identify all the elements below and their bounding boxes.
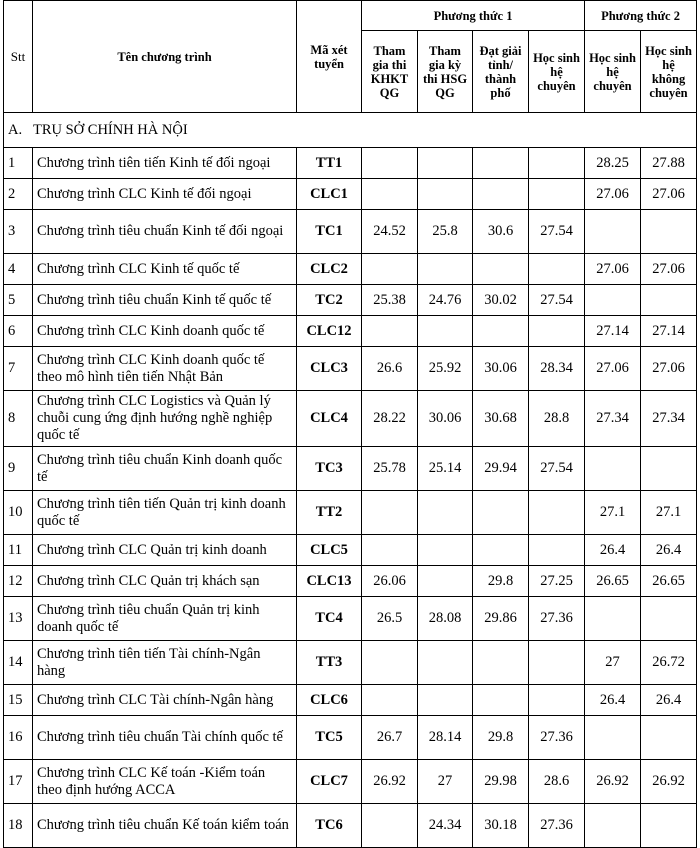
row-m1-score: 27.36 <box>529 597 585 641</box>
row-m2-score: 27.06 <box>641 179 697 210</box>
row-m1-score: 30.18 <box>473 804 529 848</box>
row-program-name: Chương trình CLC Quản trị khách sạn <box>33 566 297 597</box>
row-stt: 17 <box>4 760 33 804</box>
row-m1-score <box>418 535 473 566</box>
table-row <box>4 641 697 685</box>
header-m1-hsg: Tham gia kỳ thi HSG QG <box>418 31 473 113</box>
row-m1-score: 24.34 <box>418 804 473 848</box>
row-code: CLC13 <box>297 566 362 597</box>
table-row <box>4 148 697 179</box>
table-body <box>4 113 697 848</box>
row-m2-score: 26.4 <box>585 535 641 566</box>
row-program-name: Chương trình tiêu chuẩn Quản trị kinh doanh quốc tế <box>33 597 297 641</box>
header-m2-chuyen: Học sinh hệ chuyên <box>585 31 641 113</box>
row-m2-score: 27.1 <box>585 491 641 535</box>
row-m2-score: 26.65 <box>641 566 697 597</box>
row-m2-score: 27.06 <box>641 254 697 285</box>
row-m1-score: 28.8 <box>529 391 585 447</box>
row-m1-score <box>362 316 418 347</box>
row-m1-score <box>362 254 418 285</box>
row-m1-score <box>362 179 418 210</box>
row-m1-score: 25.38 <box>362 285 418 316</box>
row-program-name: Chương trình CLC Kinh doanh quốc tế <box>33 316 297 347</box>
row-code: TC1 <box>297 210 362 254</box>
header-m1-khkt: Tham gia thi KHKT QG <box>362 31 418 113</box>
row-m2-score: 27 <box>585 641 641 685</box>
row-m2-score <box>641 716 697 760</box>
row-code: TC4 <box>297 597 362 641</box>
row-stt: 1 <box>4 148 33 179</box>
header-code: Mã xét tuyển <box>297 1 362 113</box>
row-m2-score: 27.1 <box>641 491 697 535</box>
header-m2-khong-chuyen: Học sinh hệ không chuyên <box>641 31 697 113</box>
table-row <box>4 566 697 597</box>
row-m1-score <box>418 316 473 347</box>
row-m1-score <box>418 685 473 716</box>
row-code: TT3 <box>297 641 362 685</box>
row-m1-score <box>473 148 529 179</box>
table-row <box>4 685 697 716</box>
row-stt: 8 <box>4 391 33 447</box>
row-code: TC3 <box>297 447 362 491</box>
row-stt: 11 <box>4 535 33 566</box>
row-m2-score: 27.14 <box>585 316 641 347</box>
row-m1-score <box>473 641 529 685</box>
row-m2-score: 26.92 <box>585 760 641 804</box>
row-m1-score: 28.6 <box>529 760 585 804</box>
row-code: TT2 <box>297 491 362 535</box>
section-row <box>4 113 697 148</box>
row-m2-score <box>585 447 641 491</box>
row-m1-score: 27.54 <box>529 210 585 254</box>
table-row <box>4 804 697 848</box>
row-m1-score <box>529 491 585 535</box>
section-letter: A. <box>8 121 23 138</box>
row-m1-score: 27.25 <box>529 566 585 597</box>
row-m1-score <box>362 148 418 179</box>
table-row <box>4 491 697 535</box>
table-row <box>4 391 697 447</box>
row-m1-score <box>529 148 585 179</box>
row-m2-score <box>585 210 641 254</box>
row-m1-score: 26.92 <box>362 760 418 804</box>
row-m1-score: 30.06 <box>418 391 473 447</box>
row-stt: 4 <box>4 254 33 285</box>
table-row <box>4 760 697 804</box>
row-program-name: Chương trình CLC Quản trị kinh doanh <box>33 535 297 566</box>
row-m1-score: 25.92 <box>418 347 473 391</box>
row-m1-score <box>529 254 585 285</box>
row-m2-score: 27.34 <box>641 391 697 447</box>
header-stt: Stt <box>4 1 33 113</box>
row-program-name: Chương trình tiêu chuẩn Kế toán kiểm toán <box>33 804 297 848</box>
row-m1-score <box>473 535 529 566</box>
row-m1-score: 27 <box>418 760 473 804</box>
row-code: TC6 <box>297 804 362 848</box>
row-m1-score <box>362 641 418 685</box>
row-m1-score: 28.22 <box>362 391 418 447</box>
row-m1-score: 26.5 <box>362 597 418 641</box>
row-stt: 5 <box>4 285 33 316</box>
table-row <box>4 716 697 760</box>
row-m1-score <box>418 566 473 597</box>
row-m1-score: 25.78 <box>362 447 418 491</box>
row-m2-score <box>641 597 697 641</box>
row-m1-score <box>362 535 418 566</box>
row-program-name: Chương trình CLC Kinh tế đối ngoại <box>33 179 297 210</box>
row-program-name: Chương trình CLC Kinh doanh quốc tế theo mô hình tiên tiến Nhật Bản <box>33 347 297 391</box>
row-m1-score: 24.76 <box>418 285 473 316</box>
row-m1-score: 29.98 <box>473 760 529 804</box>
row-m1-score: 28.14 <box>418 716 473 760</box>
row-m2-score: 27.06 <box>585 254 641 285</box>
row-m1-score: 24.52 <box>362 210 418 254</box>
row-m1-score <box>529 641 585 685</box>
row-code: CLC7 <box>297 760 362 804</box>
row-m1-score: 26.06 <box>362 566 418 597</box>
row-m1-score: 28.34 <box>529 347 585 391</box>
row-m1-score: 29.8 <box>473 566 529 597</box>
row-m1-score <box>473 491 529 535</box>
row-stt: 13 <box>4 597 33 641</box>
row-m2-score <box>585 285 641 316</box>
table-row <box>4 316 697 347</box>
row-code: TC2 <box>297 285 362 316</box>
row-m1-score: 27.54 <box>529 285 585 316</box>
row-m2-score <box>641 447 697 491</box>
table-row <box>4 210 697 254</box>
row-program-name: Chương trình tiên tiến Quản trị kinh doanh quốc tế <box>33 491 297 535</box>
header-method-2: Phương thức 2 <box>585 1 697 31</box>
row-m1-score <box>418 254 473 285</box>
table-row <box>4 254 697 285</box>
row-m2-score <box>585 716 641 760</box>
row-m2-score: 27.14 <box>641 316 697 347</box>
row-code: TC5 <box>297 716 362 760</box>
row-m2-score: 27.06 <box>585 347 641 391</box>
row-program-name: Chương trình CLC Tài chính-Ngân hàng <box>33 685 297 716</box>
row-m1-score: 27.36 <box>529 716 585 760</box>
row-m1-score: 26.7 <box>362 716 418 760</box>
row-m1-score: 25.14 <box>418 447 473 491</box>
row-stt: 16 <box>4 716 33 760</box>
table-row <box>4 535 697 566</box>
row-program-name: Chương trình tiêu chuẩn Kinh doanh quốc tế <box>33 447 297 491</box>
row-m2-score: 27.06 <box>641 347 697 391</box>
row-m1-score: 25.8 <box>418 210 473 254</box>
row-m1-score: 26.6 <box>362 347 418 391</box>
row-m2-score: 26.92 <box>641 760 697 804</box>
row-m1-score <box>473 685 529 716</box>
row-code: TT1 <box>297 148 362 179</box>
row-m2-score: 28.25 <box>585 148 641 179</box>
row-m1-score <box>418 148 473 179</box>
row-m1-score: 30.02 <box>473 285 529 316</box>
row-m2-score: 26.4 <box>585 685 641 716</box>
row-m1-score: 29.86 <box>473 597 529 641</box>
row-program-name: Chương trình tiên tiến Tài chính-Ngân hàng <box>33 641 297 685</box>
row-code: CLC1 <box>297 179 362 210</box>
row-m1-score: 30.6 <box>473 210 529 254</box>
row-m2-score: 26.65 <box>585 566 641 597</box>
table-row <box>4 179 697 210</box>
row-stt: 14 <box>4 641 33 685</box>
row-m2-score: 27.88 <box>641 148 697 179</box>
table-row <box>4 347 697 391</box>
row-code: CLC4 <box>297 391 362 447</box>
row-m1-score <box>529 535 585 566</box>
row-m1-score: 30.06 <box>473 347 529 391</box>
row-m1-score <box>473 316 529 347</box>
header-method-1: Phương thức 1 <box>362 1 585 31</box>
row-program-name: Chương trình CLC Logistics và Quản lý chuỗi cung ứng định hướng nghề nghiệp quốc tế <box>33 391 297 447</box>
row-m2-score <box>641 285 697 316</box>
row-m1-score <box>473 179 529 210</box>
row-stt: 6 <box>4 316 33 347</box>
row-code: CLC2 <box>297 254 362 285</box>
row-m1-score: 27.54 <box>529 447 585 491</box>
table-header <box>4 1 697 113</box>
row-stt: 3 <box>4 210 33 254</box>
row-m1-score: 28.08 <box>418 597 473 641</box>
row-m1-score <box>362 804 418 848</box>
row-m1-score <box>362 491 418 535</box>
table-row <box>4 447 697 491</box>
row-stt: 9 <box>4 447 33 491</box>
row-m1-score: 30.68 <box>473 391 529 447</box>
row-m1-score <box>418 641 473 685</box>
table-row <box>4 597 697 641</box>
row-m1-score: 29.94 <box>473 447 529 491</box>
section-title <box>4 113 697 148</box>
row-stt: 12 <box>4 566 33 597</box>
admission-scores-table <box>3 0 697 848</box>
row-stt: 2 <box>4 179 33 210</box>
row-m2-score: 26.4 <box>641 535 697 566</box>
row-program-name: Chương trình CLC Kinh tế quốc tế <box>33 254 297 285</box>
row-stt: 18 <box>4 804 33 848</box>
table-row <box>4 285 697 316</box>
row-m1-score: 29.8 <box>473 716 529 760</box>
row-m2-score: 26.4 <box>641 685 697 716</box>
row-m2-score <box>641 804 697 848</box>
row-program-name: Chương trình tiêu chuẩn Tài chính quốc tế <box>33 716 297 760</box>
row-m2-score <box>585 804 641 848</box>
header-m1-chuyen: Học sinh hệ chuyên <box>529 31 585 113</box>
row-m1-score <box>529 179 585 210</box>
row-stt: 10 <box>4 491 33 535</box>
row-m1-score <box>362 685 418 716</box>
header-m1-giai-tinh: Đạt giải tỉnh/ thành phố <box>473 31 529 113</box>
row-program-name: Chương trình tiêu chuẩn Kinh tế quốc tế <box>33 285 297 316</box>
row-m2-score: 26.72 <box>641 641 697 685</box>
row-m2-score <box>641 210 697 254</box>
section-name: TRỤ SỞ CHÍNH HÀ NỘI <box>32 121 188 138</box>
row-stt: 15 <box>4 685 33 716</box>
row-m2-score <box>585 597 641 641</box>
row-m1-score <box>418 179 473 210</box>
row-m2-score: 27.34 <box>585 391 641 447</box>
row-m1-score <box>529 685 585 716</box>
row-program-name: Chương trình CLC Kế toán -Kiểm toán theo định hướng ACCA <box>33 760 297 804</box>
row-m2-score: 27.06 <box>585 179 641 210</box>
row-stt: 7 <box>4 347 33 391</box>
row-code: CLC6 <box>297 685 362 716</box>
header-program-name: Tên chương trình <box>33 1 297 113</box>
row-m1-score <box>473 254 529 285</box>
row-code: CLC5 <box>297 535 362 566</box>
row-program-name: Chương trình tiêu chuẩn Kinh tế đối ngoại <box>33 210 297 254</box>
row-m1-score: 27.36 <box>529 804 585 848</box>
row-code: CLC12 <box>297 316 362 347</box>
row-code: CLC3 <box>297 347 362 391</box>
row-m1-score <box>418 491 473 535</box>
row-program-name: Chương trình tiên tiến Kinh tế đối ngoại <box>33 148 297 179</box>
row-m1-score <box>529 316 585 347</box>
